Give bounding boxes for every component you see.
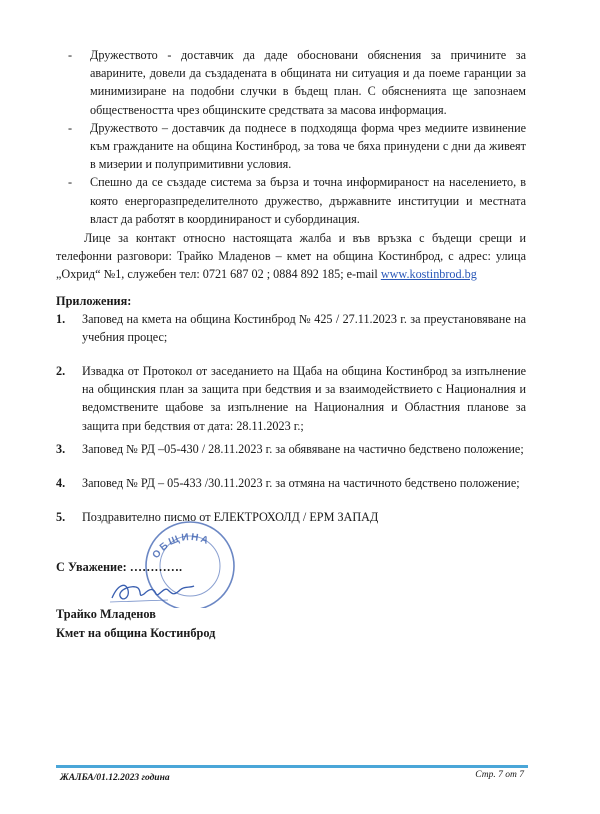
signer-title: Кмет на община Костинброд — [56, 625, 216, 640]
attachment-item — [56, 310, 526, 346]
greeting: С Уважение: …………. — [56, 560, 183, 574]
demand-item: - Дружеството – доставчик да поднесе в подходяща форма чрез медиите извинение към гражданите на община Костинброд, за това че бяха принудени с дни да живеят в мизерии и полупримитивни условия. — [68, 120, 526, 172]
demand-text: Спешно да се създаде система за бърза и точна информираност на населението, в която енергоразпределителното дружество, държавните институции и местната власт да работят в координираност и субординация. — [90, 175, 526, 226]
attachment-text: Заповед на кмета на община Костинброд № 425 / 27.11.2023 г. за преустановяване на учебния процес; — [82, 312, 526, 345]
stamp-text: ОБЩИНА — [150, 531, 212, 561]
page-number: Стр. 7 от 7 — [475, 770, 524, 780]
attachments-heading: Приложения: — [56, 294, 132, 308]
handwritten-signature — [108, 576, 198, 606]
attachment-number: 4. — [56, 476, 66, 490]
demand-item: - Спешно да се създаде система за бърза и точна информираност на населението, в която енергоразпределителното дружество, държавните институции и местната власт да работят в координираност и субординация. — [68, 175, 526, 226]
attachment-text: Заповед № РД –05-430 / 28.11.2023 г. за обявяване на частично бедствено положение; — [82, 442, 524, 456]
demand-text: Дружеството - доставчик да даде обосновани обяснения за причините за аварините, довели да създадената в общината ни ситуация и да поеме гаранции за минимизиране на подобни случки в бъдещ план. С обясненията ще запознаем обществеността чрез общинските средствата за масова информация. — [90, 48, 526, 117]
contact-text: Лице за контакт относно настоящата жалба и във връзка с бъдещи срещи и телефонни разговори: Трайко Младенов – кмет на община Костинброд, с адрес: улица „Охрид“ №1, служебен тел: 0721 687 02 ; 0884 892 185; e-mail — [56, 231, 526, 282]
attachment-number: 5. — [56, 510, 66, 524]
attachment-number: 3. — [56, 442, 66, 456]
attachment-number: 2. — [56, 364, 66, 378]
svg-text:ОБЩИНА — [151, 532, 212, 561]
website-link[interactable]: www.kostinbrod.bg — [380, 267, 477, 282]
signer-name: Трайко Младенов — [56, 607, 156, 621]
footer-document-label: ЖАЛБА/01.12.2023 година — [60, 773, 170, 783]
attachment-item — [56, 474, 526, 492]
attachment-text: Поздравително писмо от ЕЛЕКТРОХОЛД / ЕРМ ЗАПАД — [82, 510, 379, 524]
footer-rule — [56, 765, 528, 768]
demands-list — [68, 46, 526, 228]
attachment-item — [56, 362, 526, 435]
signer-block — [56, 605, 215, 642]
contact-paragraph — [56, 229, 526, 284]
attachment-text: Извадка от Протокол от заседанието на Щаба на община Костинброд за изпълнение на общинския план за защита при бедствия и за взаимодействието с Националния и ведомствените щабове за изпълнение на Националния и Областния планове за защита при бедствия от дата: 28.11.2023 г.; — [82, 364, 526, 433]
attachment-item — [56, 508, 526, 526]
attachment-item — [56, 440, 526, 458]
demand-text: Дружеството – доставчик да поднесе в подходяща форма чрез медиите извинение към гражданите на община Костинброд, за това че бяха принудени с дни да живеят в мизерии и полупримитивни условия. — [90, 120, 526, 172]
attachment-text: Заповед № РД – 05-433 /30.11.2023 г. за отмяна на частичното бедствено положение; — [82, 476, 520, 490]
attachment-number: 1. — [56, 312, 66, 326]
demand-item: - Дружеството - доставчик да даде обосновани обяснения за причините за аварините, довели да създадената в общината ни ситуация и да поеме гаранции за минимизиране на подобни случки в бъдещ план. С обясненията ще запознаем обществеността чрез общинските средствата за масова информация. — [68, 48, 526, 117]
